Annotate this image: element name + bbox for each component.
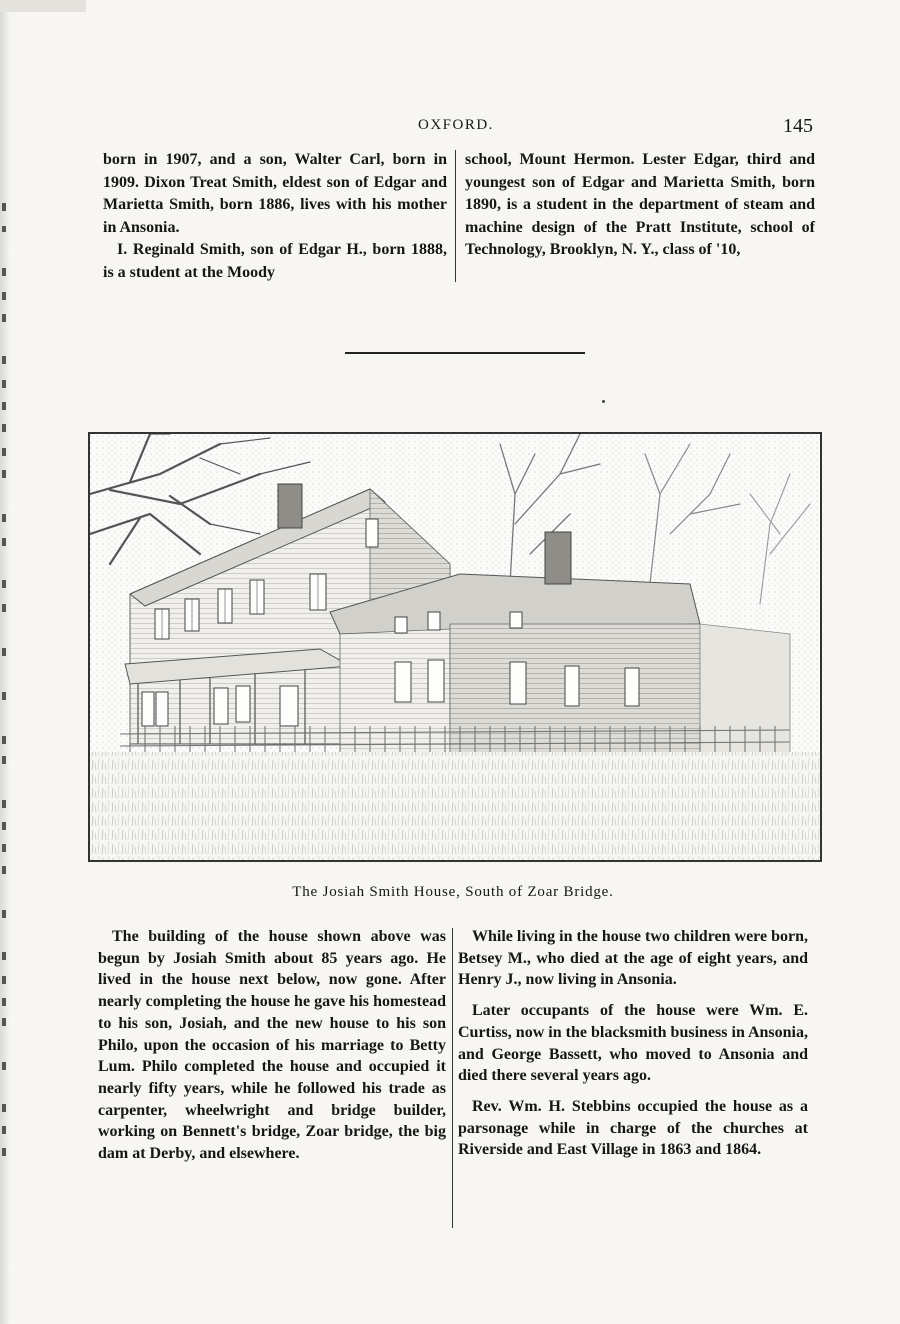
paragraph: school, Mount Hermon. Lester Edgar, third and youngest son of Edgar and Marietta Smith, born 1890, is a student in the department of steam and machine design of the Pratt Institute, school of Technology, Brooklyn, N. Y., class of '10, [465, 151, 815, 258]
facing-page-bleed [0, 0, 12, 1324]
paragraph: Rev. Wm. H. Stebbins occupied the house as a parsonage while in charge of the churches at Riverside and East Village in 1863 and 1864. [458, 1097, 808, 1159]
page-number: 145 [783, 115, 813, 137]
paragraph: born in 1907, and a son, Walter Carl, born in 1909. Dixon Treat Smith, eldest son of Edgar and Marietta Smith, born 1886, lives with his mother in Ansonia. [103, 151, 447, 236]
bottom-left-column [98, 926, 446, 1165]
scan-corner [0, 0, 86, 12]
column-divider [452, 928, 453, 1228]
paragraph: I. Reginald Smith, son of Edgar H., born 1888, is a student at the Moody [103, 241, 447, 281]
paragraph: The building of the house shown above was begun by Josiah Smith about 85 years ago. He lived in the house next below, now gone. After nearly completing the house he gave his homestead to his son, Josiah, and the new house to his son Philo, upon the occasion of his marriage to Betty Lum. Philo completed the house and occupied it nearly fifty years, while he followed his trade as carpenter, wheelwright and bridge builder, working on Bennett's bridge, Zoar bridge, the big dam at Derby, and elsewhere. [98, 928, 446, 1163]
top-right-column [465, 149, 815, 262]
paragraph: Later occupants of the house were Wm. E. Curtiss, now in the blacksmith business in Ansonia, and George Bassett, who moved to Ansonia and died there several years ago. [458, 1002, 808, 1085]
bottom-right-column [458, 926, 808, 1161]
section-rule [345, 352, 585, 354]
running-head [0, 117, 900, 139]
house-illustration [90, 434, 820, 860]
foreground-grass [90, 752, 820, 860]
print-speck [602, 400, 605, 403]
column-divider [455, 150, 456, 282]
chimney [545, 532, 571, 584]
house-photograph [88, 432, 822, 862]
top-left-column [103, 149, 447, 284]
paragraph: While living in the house two children were born, Betsey M., who died at the age of eight years, and Henry J., now living in Ansonia. [458, 928, 808, 989]
figure-caption: The Josiah Smith House, South of Zoar Bridge. [292, 884, 614, 900]
chimney [278, 484, 302, 528]
running-title: OXFORD. [418, 117, 494, 133]
